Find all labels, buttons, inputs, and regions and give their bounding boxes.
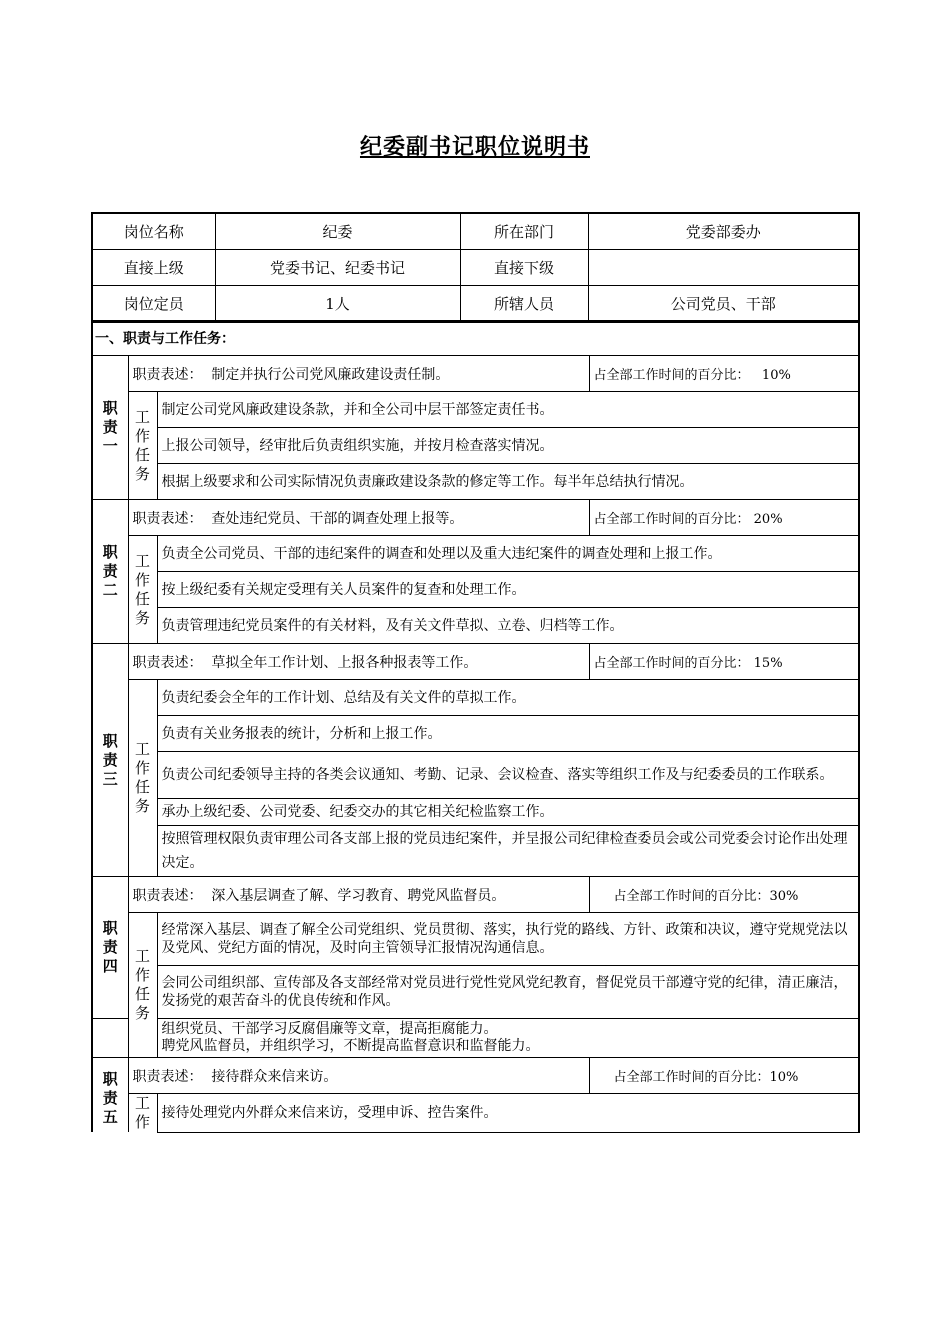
- task-label: 工 作 任 务: [128, 913, 157, 1058]
- time-percentage: 占全部工作时间的百分比：30%: [589, 877, 859, 913]
- department-value: 党委部委办: [588, 213, 859, 250]
- duty-desc-row: [92, 500, 859, 536]
- duty-desc-row: [92, 644, 859, 680]
- duty-desc-row: [92, 356, 859, 392]
- time-percentage: 占全部工作时间的百分比：10%: [589, 1058, 859, 1094]
- duty-table: [91, 320, 860, 1133]
- headcount-label: 岗位定员: [92, 286, 215, 323]
- managed-label: 所辖人员: [460, 286, 588, 323]
- subordinate-value: [588, 250, 859, 286]
- task-row: [92, 464, 859, 500]
- task-label: 工 作: [128, 1094, 157, 1133]
- task-item: 制定公司党风廉政建设条款，并和全公司中层干部签定责任书。: [157, 392, 859, 428]
- subordinate-label: 直接下级: [460, 250, 588, 286]
- managed-value: 公司党员、干部: [588, 286, 859, 323]
- header-row: [92, 250, 859, 286]
- duty-label: 职 责 四: [92, 877, 128, 1019]
- task-row: [92, 913, 859, 966]
- section-header-row: [92, 321, 859, 356]
- duty-desc-row: [92, 877, 859, 913]
- department-label: 所在部门: [460, 213, 588, 250]
- position-name-label: 岗位名称: [92, 213, 215, 250]
- duty-description: 职责表述： 制定并执行公司党风廉政建设责任制。: [128, 356, 589, 392]
- task-item: 接待处理党内外群众来信来访，受理申诉、控告案件。: [157, 1094, 859, 1133]
- duty-desc-row: [92, 1058, 859, 1094]
- task-row: [92, 1094, 859, 1133]
- duty-description: 职责表述： 深入基层调查了解、学习教育、聘党风监督员。: [128, 877, 589, 913]
- task-item: 上报公司领导，经审批后负责组织实施，并按月检查落实情况。: [157, 428, 859, 464]
- duty-description: 职责表述： 草拟全年工作计划、上报各种报表等工作。: [128, 644, 589, 680]
- task-row: [92, 392, 859, 428]
- task-item: 负责有关业务报表的统计，分析和上报工作。: [157, 716, 859, 752]
- task-item: 负责公司纪委领导主持的各类会议通知、考勤、记录、会议检查、落实等组织工作及与纪委委员的工作联系。: [157, 752, 859, 799]
- task-row: [92, 1019, 859, 1058]
- duty-label: 职 责 一: [92, 356, 128, 500]
- header-row: [92, 286, 859, 323]
- duty-label: 职 责 五: [92, 1058, 128, 1133]
- task-item: 负责管理违纪党员案件的有关材料，及有关文件草拟、立卷、归档等工作。: [157, 608, 859, 644]
- task-label: 工 作 任 务: [128, 392, 157, 500]
- duty-label: 职 责 二: [92, 500, 128, 644]
- superior-value: 党委书记、纪委书记: [215, 250, 460, 286]
- task-item: 组织党员、干部学习反腐倡廉等文章，提高拒腐能力。 聘党风监督员，并组织学习，不断提高监督意识和监督能力。: [157, 1019, 859, 1058]
- task-item: 会同公司组织部、宣传部及各支部经常对党员进行党性党风党纪教育，督促党员干部遵守党的纪律，清正廉洁，发扬党的艰苦奋斗的优良传统和作风。: [157, 966, 859, 1019]
- time-percentage: 占全部工作时间的百分比： 10%: [589, 356, 859, 392]
- task-row: [92, 608, 859, 644]
- task-item: 负责全公司党员、干部的违纪案件的调查和处理以及重大违纪案件的调查处理和上报工作。: [157, 536, 859, 572]
- header-row: [92, 213, 859, 250]
- task-row: [92, 799, 859, 826]
- header-table: [91, 212, 860, 323]
- duty-description: 职责表述： 查处违纪党员、干部的调查处理上报等。: [128, 500, 589, 536]
- task-item: 承办上级纪委、公司党委、纪委交办的其它相关纪检监察工作。: [157, 799, 859, 826]
- task-label: 工 作 任 务: [128, 536, 157, 644]
- task-row: [92, 752, 859, 799]
- task-row: [92, 680, 859, 716]
- task-item: 负责纪委会全年的工作计划、总结及有关文件的草拟工作。: [157, 680, 859, 716]
- task-label: 工 作 任 务: [128, 680, 157, 877]
- headcount-value: 1人: [215, 286, 460, 323]
- task-item: 经常深入基层、调查了解全公司党组织、党员贯彻、落实，执行党的路线、方针、政策和决议，遵守党规党法以及党风、党纪方面的情况，及时向主管领导汇报情况沟通信息。: [157, 913, 859, 966]
- duty-description: 职责表述： 接待群众来信来访。: [128, 1058, 589, 1094]
- task-item: 按照管理权限负责审理公司各支部上报的党员违纪案件，并呈报公司纪律检查委员会或公司党委会讨论作出处理决定。: [157, 826, 859, 877]
- duty-label-spacer: [92, 1019, 128, 1058]
- task-row: [92, 716, 859, 752]
- task-row: [92, 966, 859, 1019]
- page-title: 纪委副书记职位说明书: [359, 135, 590, 160]
- time-percentage: 占全部工作时间的百分比： 15%: [589, 644, 859, 680]
- section-title: 一、职责与工作任务：: [92, 321, 859, 356]
- time-percentage: 占全部工作时间的百分比： 20%: [589, 500, 859, 536]
- task-item: 根据上级要求和公司实际情况负责廉政建设条款的修定等工作。每半年总结执行情况。: [157, 464, 859, 500]
- task-row: [92, 428, 859, 464]
- duty-label: 职 责 三: [92, 644, 128, 877]
- position-name-value: 纪委: [215, 213, 460, 250]
- task-row: [92, 826, 859, 877]
- task-item: 按上级纪委有关规定受理有关人员案件的复查和处理工作。: [157, 572, 859, 608]
- task-row: [92, 572, 859, 608]
- superior-label: 直接上级: [92, 250, 215, 286]
- task-row: [92, 536, 859, 572]
